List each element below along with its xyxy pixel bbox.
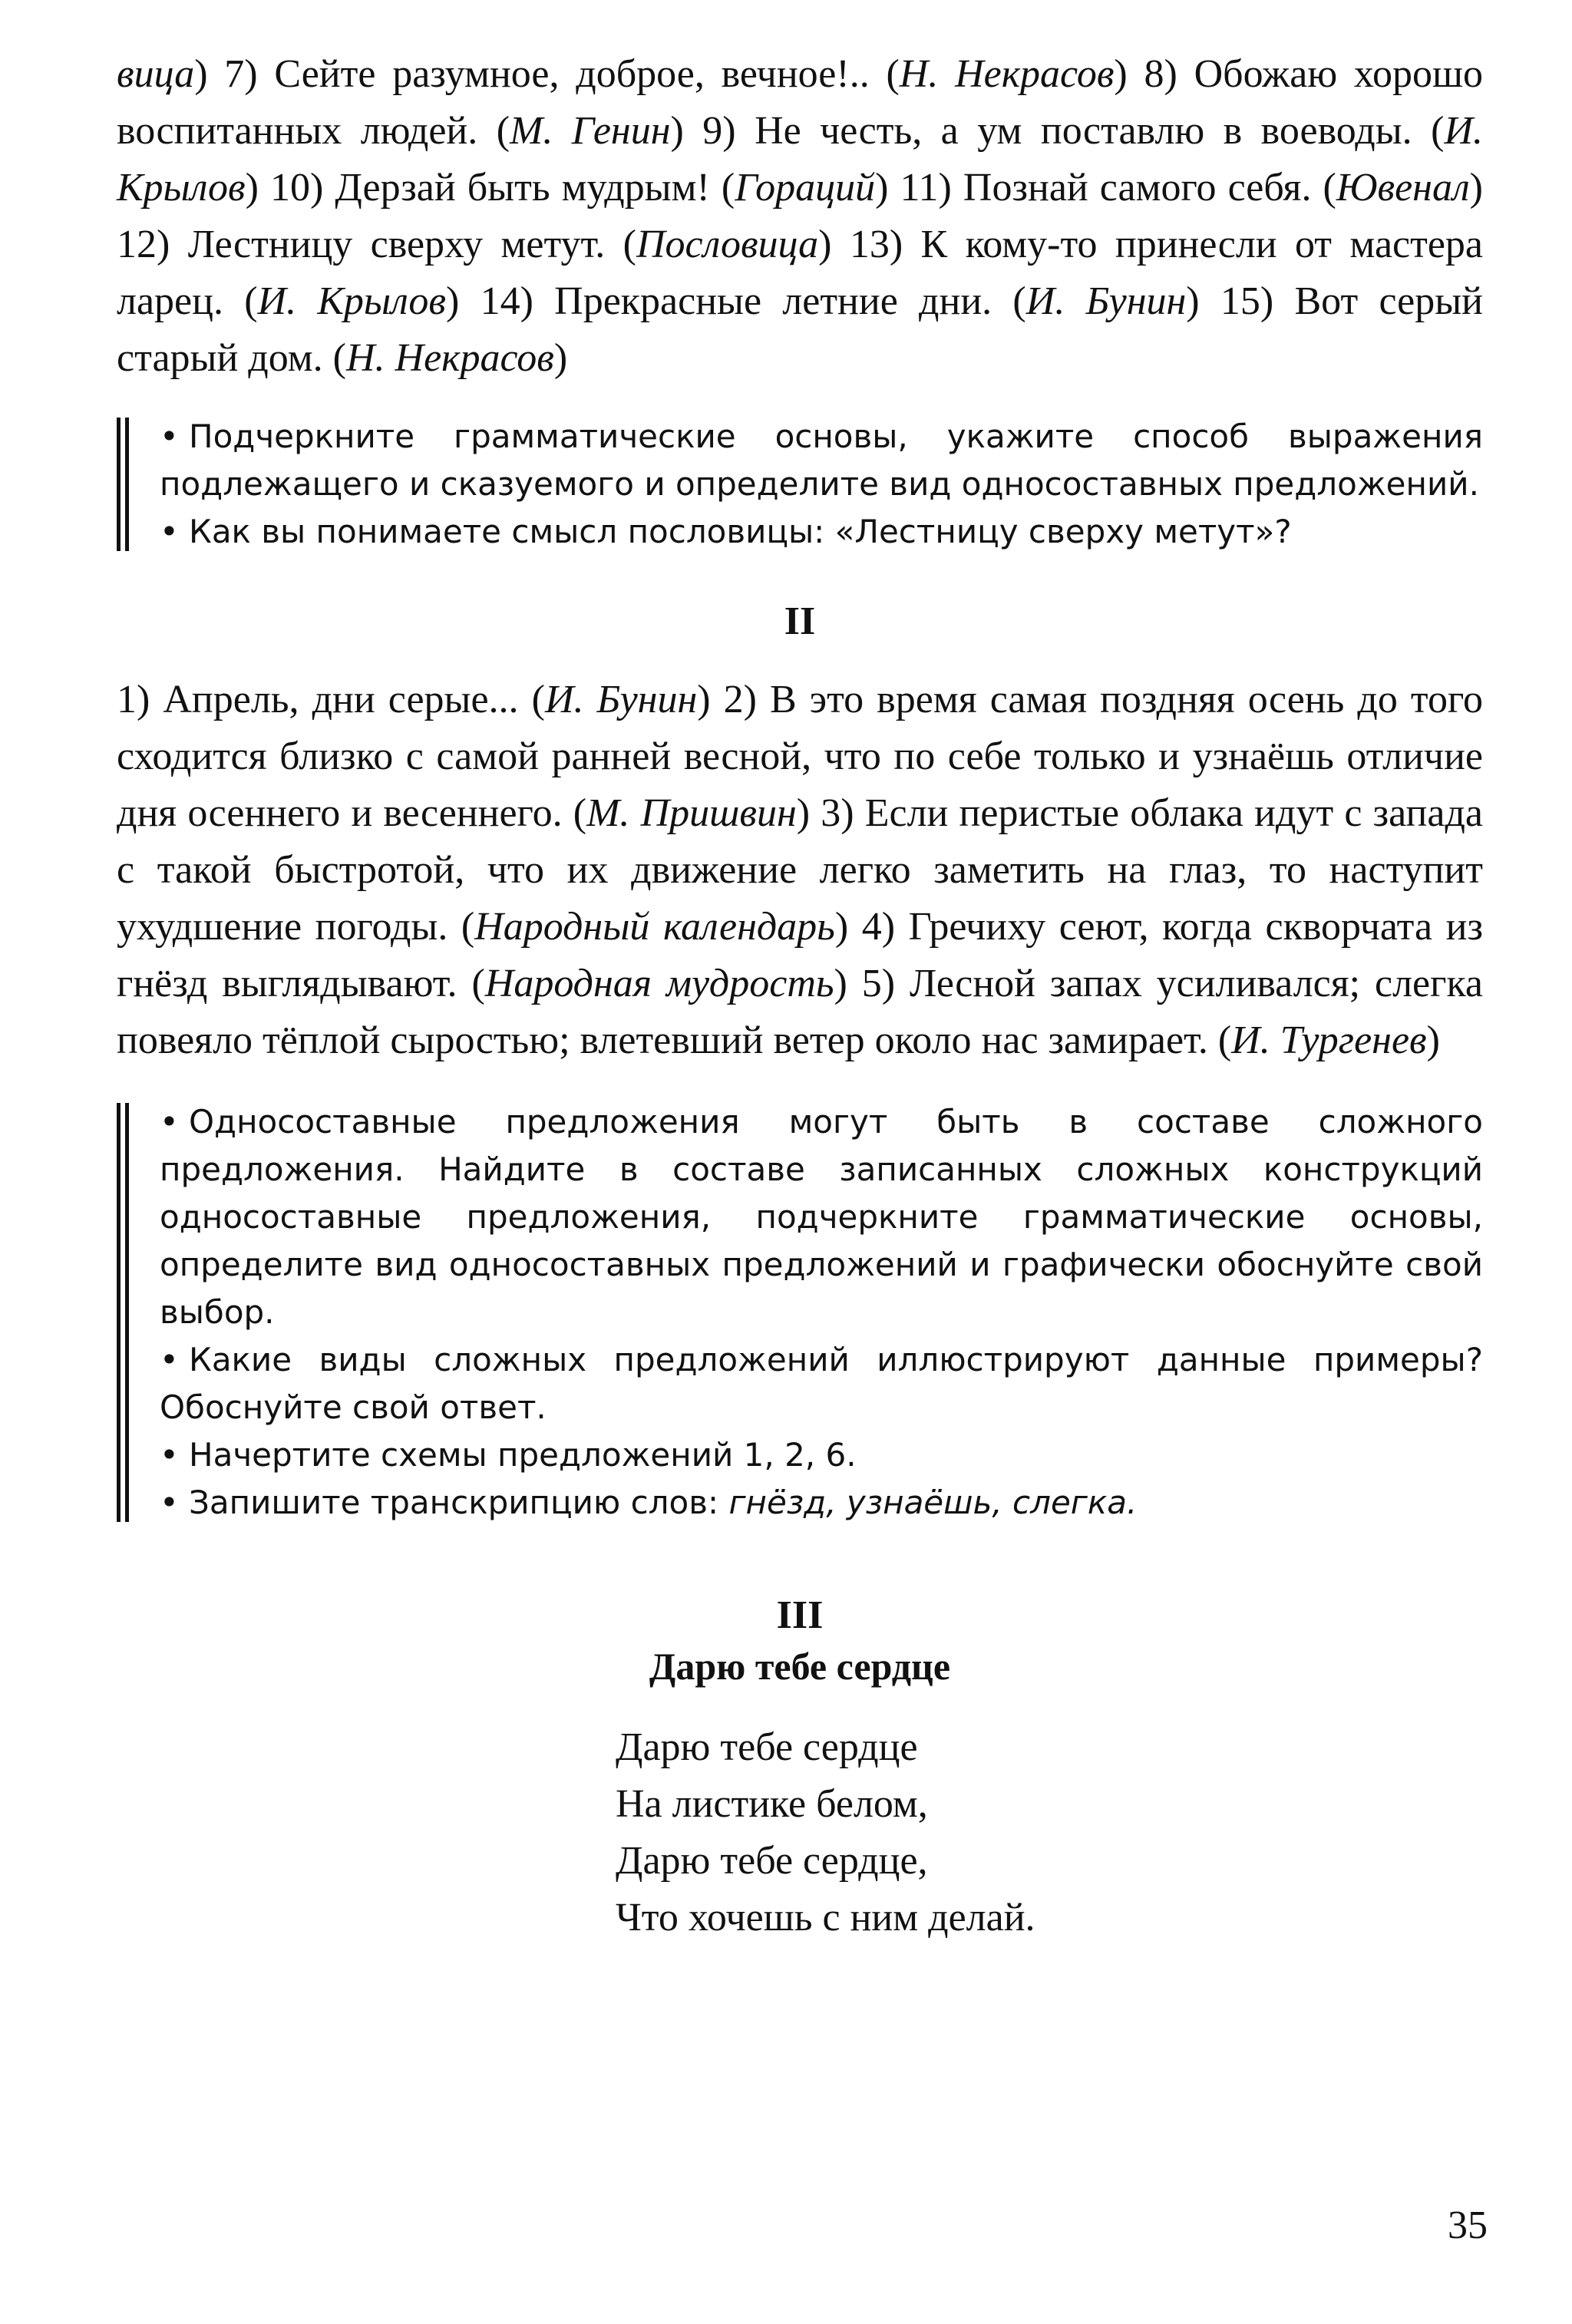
task-item: [160, 1431, 1483, 1479]
bullet-icon: •: [160, 1103, 179, 1141]
author: И. Крылов: [257, 279, 446, 323]
task-item: [160, 1479, 1483, 1527]
poem-line: Дарю тебе сердце,: [616, 1839, 928, 1883]
poem-line: Дарю тебе сердце: [616, 1725, 918, 1769]
author: Пословица: [636, 223, 819, 266]
author: Народный календарь: [474, 905, 835, 949]
sentence-1: 1) Апрель, дни серые... (: [117, 678, 545, 721]
page-content: [117, 46, 1483, 1946]
sentence-9: ) 9) Не честь, а ум поставлю в воеводы. (: [670, 109, 1445, 153]
task-text: Начертите схемы предложений 1, 2, 6.: [189, 1436, 857, 1474]
bullet-icon: •: [160, 1436, 179, 1474]
author: И. Крылов: [117, 109, 1483, 210]
bullet-icon: •: [160, 513, 179, 550]
author: Н. Некрасов: [345, 336, 554, 380]
sentence-8: ) 8) Обожаю хорошо воспитанных людей. (: [117, 52, 1483, 153]
author: М. Генин: [510, 109, 671, 153]
sentence-5: ) 5) Лесной запах усиливался; слегка повеяло тёплой сыростью; влетевший ветер около нас замирает. (: [117, 962, 1484, 1062]
sentence-4: ) 4) Гречиху сеют, когда скворчата из гнёзд выглядывают. (: [117, 905, 1483, 1005]
margin-bar: [117, 1103, 129, 1522]
task-text: Подчеркните грамматические основы, укажите способ выражения подлежащего и сказуемого и определите вид односоставных предложений.: [160, 418, 1483, 503]
sentence-13: ) 13) К кому-то принесли от мастера ларец. (: [117, 223, 1483, 323]
sentence-7: ) 7) Сейте разумное, доброе, вечное!.. (: [194, 52, 900, 96]
bullet-icon: •: [160, 1484, 179, 1521]
author: Н. Некрасов: [899, 52, 1115, 96]
task-item: [160, 1098, 1483, 1336]
margin-bar: [117, 418, 129, 551]
sentence-2: ) 2) В это время самая поздняя осень до того сходится близко с самой ранней весной, что по себе только и узнаёшь отличие дня осеннего и весеннего. (: [117, 678, 1484, 835]
author: И. Бунин: [544, 678, 698, 721]
sentence-11: ) 11) Познай самого себя. (: [875, 166, 1336, 210]
exercise-1-continuation: [117, 46, 1483, 387]
task-item: [160, 508, 1483, 556]
task-box-1: [117, 413, 1483, 556]
section-heading-2: II: [784, 599, 816, 643]
sentence-10: ) 10) Дерзай быть мудрым! (: [245, 166, 735, 210]
sentence-12: ) 12) Лестницу сверху метут. (: [117, 166, 1483, 266]
author: Народная мудрость: [484, 962, 834, 1005]
task-box-2: [117, 1098, 1483, 1527]
task-text: Запишите транскрипцию слов:: [189, 1484, 729, 1521]
poem-title: Дарю тебе сердце: [649, 1645, 951, 1688]
author: Гораций: [735, 166, 876, 210]
sentence-3: ) 3) Если перистые облака идут с запада с такой быстротой, что их движение легко заметить на глаз, то наступит ухудшение погоды. (: [117, 791, 1483, 949]
task-text: Односоставные предложения могут быть в составе сложного предложения. Найдите в составе записанных сложных конструкций односоставные предложения, подчеркните грамматические основы, определите вид односоставных предложений и графически обоснуйте свой выбор.: [160, 1103, 1483, 1331]
task-words: гнёзд, узнаёшь, слегка.: [728, 1484, 1138, 1521]
task-text: Какие виды сложных предложений иллюстрируют данные примеры? Обоснуйте свой ответ.: [160, 1341, 1483, 1426]
task-item: [160, 1336, 1483, 1431]
closing-paren: ): [1426, 1018, 1440, 1062]
poem-line: Что хочешь с ним делай.: [616, 1896, 1035, 1939]
poem: [616, 1719, 1483, 1946]
bullet-icon: •: [160, 418, 179, 455]
closing-paren: ): [553, 336, 568, 380]
exercise-2-text: [117, 672, 1483, 1069]
bullet-icon: •: [160, 1341, 179, 1378]
page-number: 35: [1448, 2204, 1488, 2247]
author: И. Бунин: [1025, 279, 1187, 323]
author: Ювенал: [1336, 166, 1470, 210]
section-heading-3: III: [776, 1593, 824, 1637]
source-tail: вица: [117, 52, 195, 96]
sentence-15: ) 15) Вот серый старый дом. (: [117, 279, 1484, 380]
poem-line: На листике белом,: [616, 1782, 928, 1826]
author: М. Пришвин: [586, 791, 797, 835]
task-text: Как вы понимаете смысл пословицы: «Лестницу сверху метут»?: [189, 513, 1292, 550]
author: И. Тургенев: [1231, 1018, 1427, 1062]
sentence-14: ) 14) Прекрасные летние дни. (: [445, 279, 1026, 323]
task-item: [160, 413, 1483, 508]
